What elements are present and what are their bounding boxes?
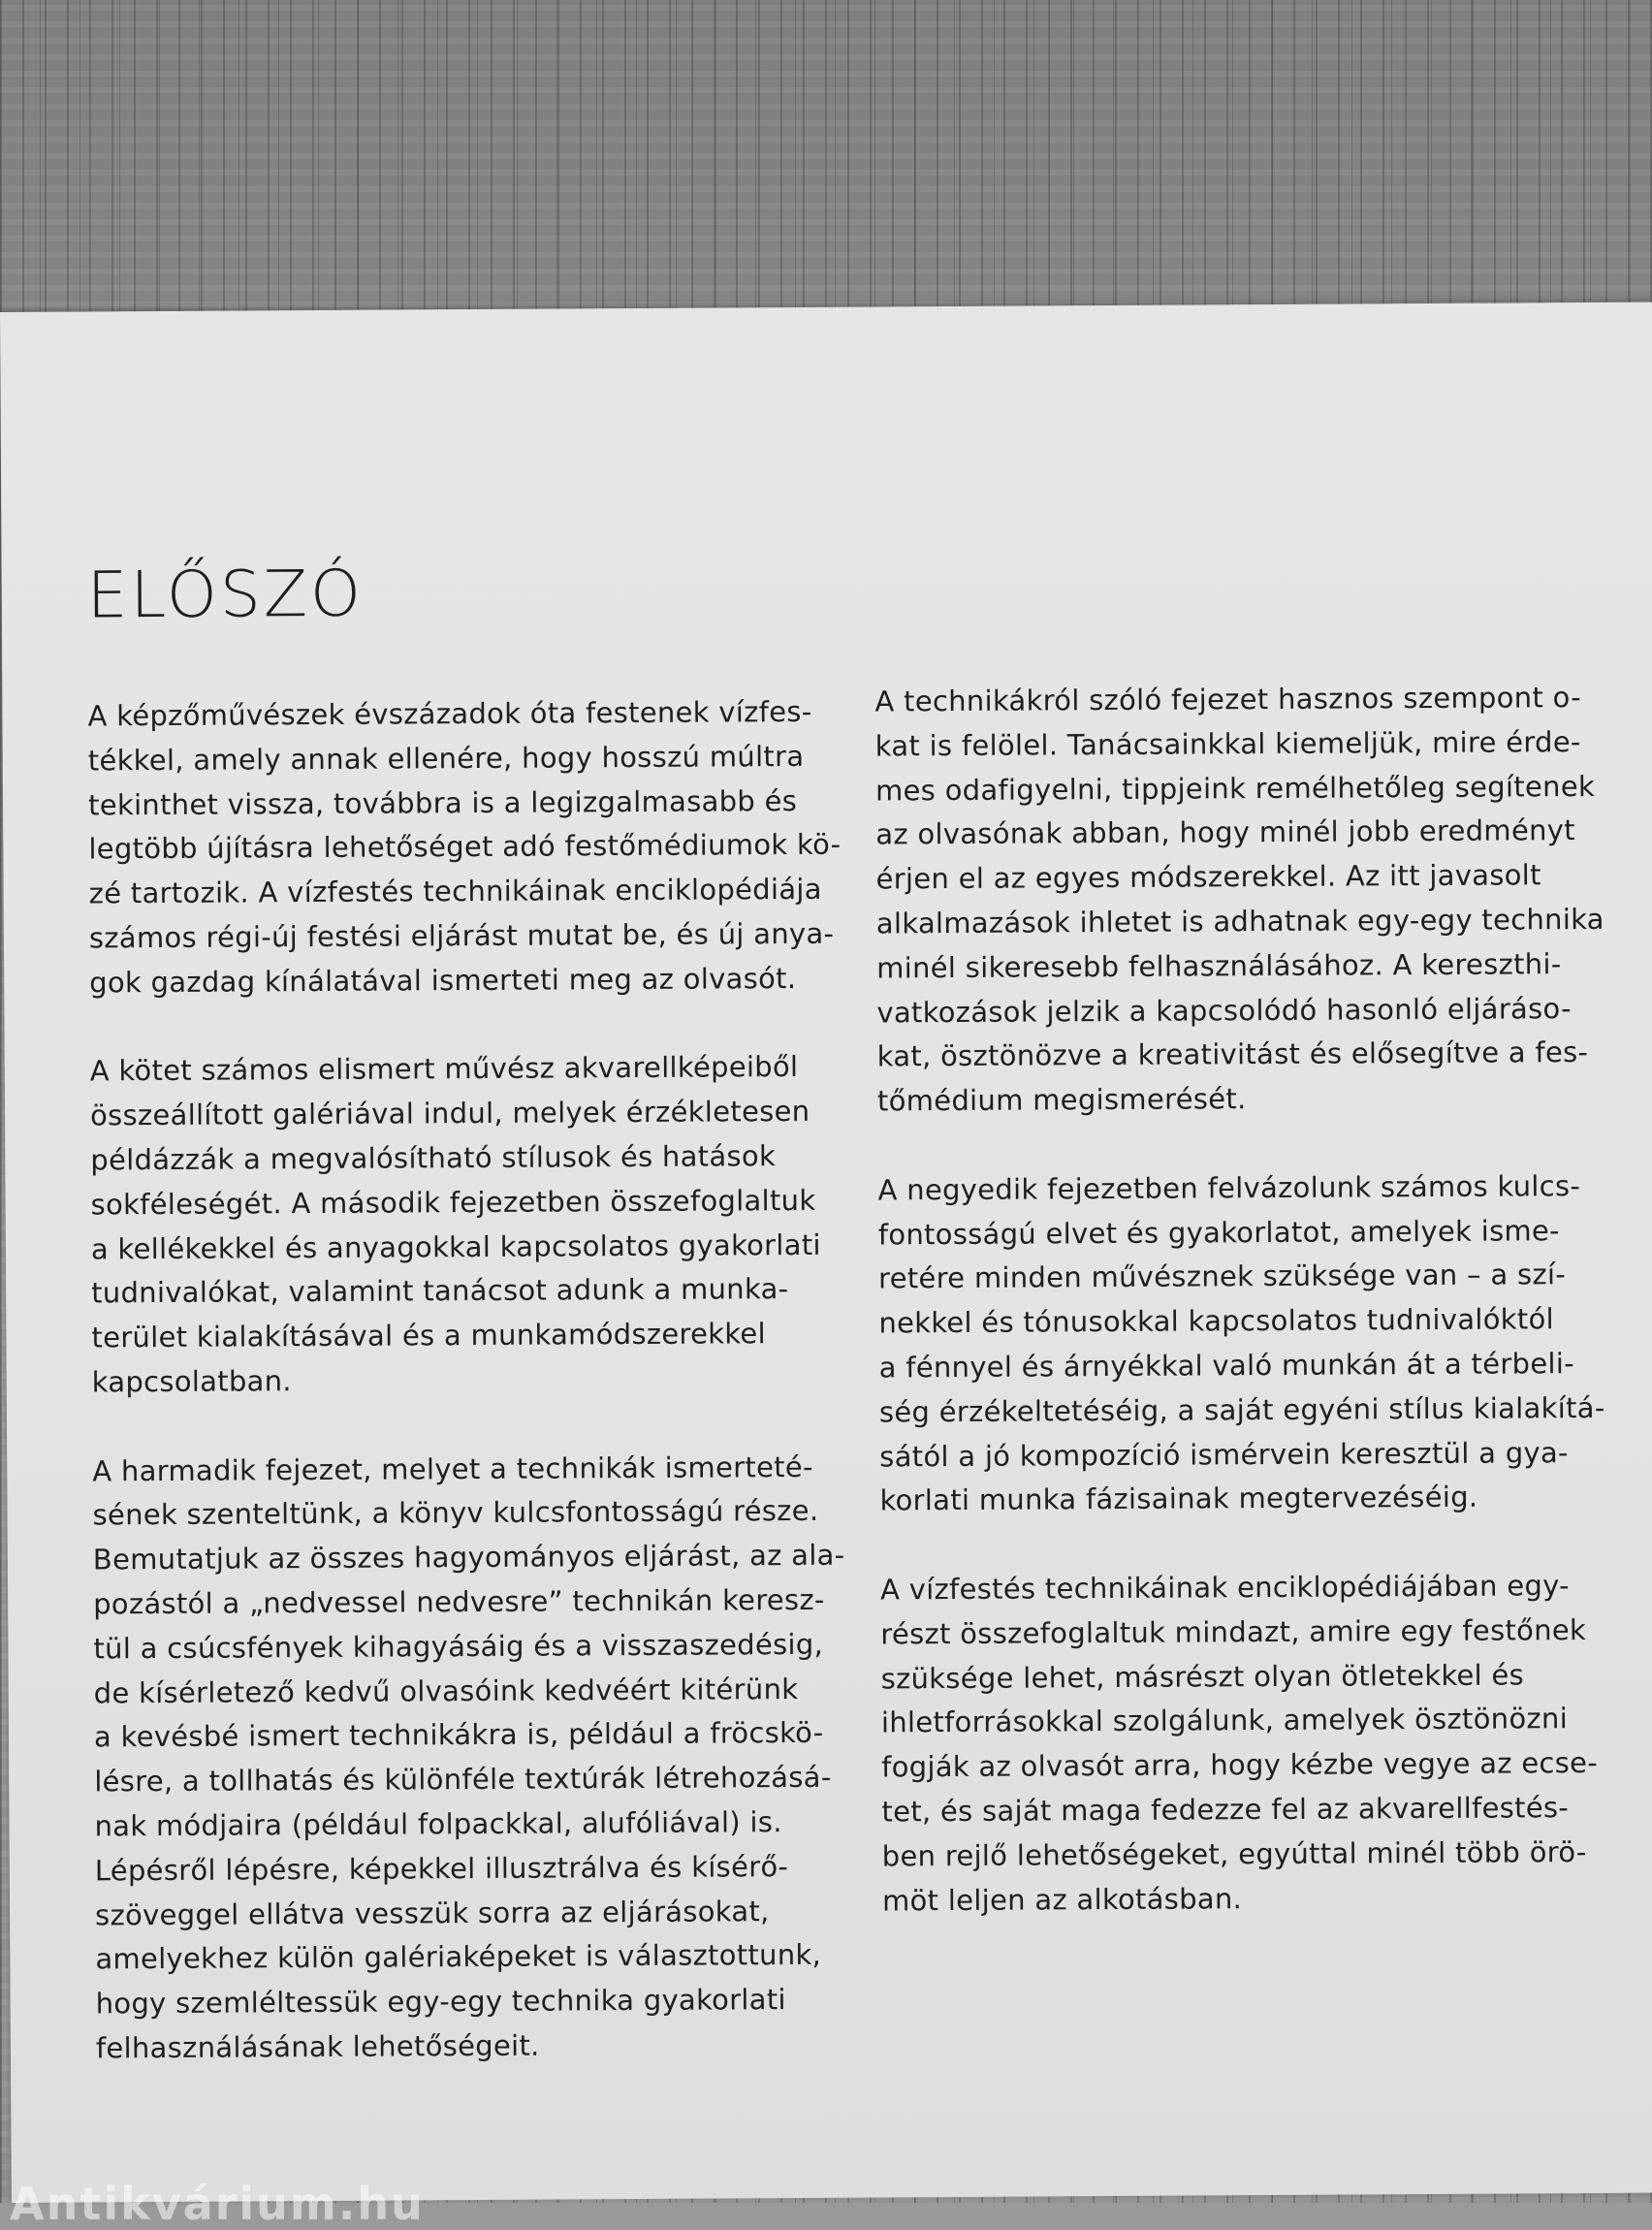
text-line: alkalmazások ihletet is adhatnak egy-egy technika <box>875 902 1604 940</box>
text-line: szöveggel ellátva vesszük sorra az eljárásokat, <box>94 1894 770 1931</box>
book-page <box>0 303 1652 2203</box>
text-line: amelyekhez külön galériaképeket is választottunk, <box>95 1938 822 1976</box>
text-line: fogják az olvasót arra, hogy kézbe vegye az ecse- <box>881 1746 1599 1784</box>
text-line: retére minden művésznek szüksége van – a szí- <box>878 1258 1567 1295</box>
text-line: szüksége lehet, másrészt olyan ötletekkel és <box>880 1657 1525 1696</box>
right-text-column <box>874 676 1605 1968</box>
text-line: zé tartozik. A vízfestés technikáinak enciklopédiája <box>88 873 822 910</box>
left-text-column <box>87 690 845 2116</box>
text-line: möt leljen az alkotásban. <box>881 1881 1243 1917</box>
text-line: tőmédium megismerését. <box>876 1082 1247 1118</box>
text-line: de kísérletező kedvű olvasóink kedvéért kitérünk <box>93 1672 799 1709</box>
text-line: tet, és saját maga fedezze fel az akvarellfestés- <box>881 1791 1570 1829</box>
text-line: tékkel, amely annak ellenére, hogy hosszú múltra <box>87 739 805 778</box>
text-line: felhasználásának lehetőségeit. <box>95 2028 540 2065</box>
text-line: sokféleségét. A második fejezetben összefoglaltuk <box>90 1183 816 1222</box>
text-line: sének szenteltünk, a könyv kulcsfontosságú része. <box>92 1494 819 1532</box>
text-line: összeállított galériával indul, melyek érzékletesen <box>89 1095 810 1132</box>
text-line: kat, ösztönözve a kreativitást és elősegítve a fes- <box>876 1035 1589 1073</box>
paragraph <box>874 676 1604 1124</box>
paragraph <box>877 1164 1605 1524</box>
text-line: A vízfestés technikáinak enciklopédiájában egy- <box>879 1569 1570 1607</box>
text-line: részt összefoglaltuk mindazt, amire egy festőnek <box>880 1612 1587 1651</box>
text-line: legtöbb újításra lehetőséget adó festőmédiumok kö- <box>88 828 842 866</box>
text-line: nekkel és tónusokkal kapcsolatos tudnivalóktól <box>878 1302 1555 1340</box>
text-line: pozástól a „nedvessel nedvesre” technikán keresz- <box>93 1582 825 1621</box>
page-title: ELŐSZÓ <box>86 556 365 633</box>
text-line: A kötet számos elismert művész akvarellképeiből <box>89 1050 799 1088</box>
text-line: számos régi-új festési eljárást mutat be, és új anya- <box>88 916 835 955</box>
paragraph <box>880 1564 1600 1924</box>
text-line: fontosságú elvet és gyakorlatot, amelyek isme- <box>877 1213 1560 1252</box>
text-line: korlati munka fázisainak megtervezéséig. <box>879 1481 1478 1517</box>
paragraph <box>92 1445 845 2071</box>
text-line: ihletforrásokkal szolgálunk, amelyek ösztönözni <box>880 1702 1569 1739</box>
text-line: ben rejlő lehetőségeket, egyúttal minél több örö- <box>881 1834 1587 1873</box>
text-line: a fénnyel és árnyékkal való munkán át a térbeli- <box>878 1347 1575 1385</box>
text-line: Bemutatjuk az összes hagyományos eljárást, az ala- <box>92 1538 845 1577</box>
text-line: az olvasónak abban, hogy minél jobb eredményt <box>875 813 1575 851</box>
text-line: hogy szemléltessük egy-egy technika gyakorlati <box>95 1983 786 2021</box>
text-line: tudnivalókat, valamint tanácsot adunk a munka- <box>91 1272 789 1310</box>
text-line: kapcsolatban. <box>91 1364 292 1399</box>
text-line: példázzák a megvalósítható stílusok és hatások <box>90 1139 777 1177</box>
text-line: a kellékekkel és anyagokkal kapcsolatos gyakorlati <box>90 1227 821 1266</box>
paragraph <box>87 690 842 1005</box>
text-line: A képzőművészek évszázadok óta festenek vízfes- <box>87 694 812 733</box>
text-line: sától a jó kompozíció ismérvein keresztül a gya- <box>879 1435 1569 1474</box>
text-line: Lépésről lépésre, képekkel illusztrálva és kísérő- <box>94 1849 789 1888</box>
text-line: lésre, a tollhatás és különféle textúrák létrehozásá- <box>94 1760 832 1799</box>
text-line: gok gazdag kínálatával ismerteti meg az olvasót. <box>89 961 797 1000</box>
text-line: kat is felölel. Tanácsainkkal kiemeljük, mire érde- <box>874 724 1581 763</box>
text-line: érjen el az egyes módszerekkel. Az itt javasolt <box>875 858 1541 896</box>
text-line: terület kialakításával és a munkamódszerekkel <box>91 1317 766 1354</box>
text-line: vatkozások jelzik a kapcsolódó hasonló eljáráso- <box>876 991 1572 1030</box>
text-line: A negyedik fejezetben felvázolunk számos kulcs- <box>877 1168 1581 1207</box>
paragraph <box>89 1045 821 1405</box>
text-line: A technikákról szóló fejezet hasznos szempont o- <box>874 681 1582 718</box>
text-line: tül a csúcsfények kihagyásáig és a visszaszedésig, <box>93 1627 824 1666</box>
text-line: A harmadik fejezet, melyet a technikák ismerteté- <box>92 1450 813 1487</box>
text-line: a kevésbé ismert technikákra is, például a fröcskö- <box>93 1716 824 1754</box>
text-line: minél sikeresebb felhasználásához. A kereszthi- <box>876 946 1562 985</box>
text-line: ség érzékeltetéséig, a saját egyéni stílus kialakítá- <box>878 1390 1605 1429</box>
text-line: tekinthet vissza, továbbra is a legizgalmasabb és <box>88 783 798 822</box>
text-line: mes odafigyelni, tippjeink remélhetőleg segítenek <box>874 769 1596 808</box>
text-line: nak módjaira (például folpackkal, alufóliával) is. <box>94 1805 782 1843</box>
watermark-text: Antikvárium.hu <box>10 2178 425 2230</box>
